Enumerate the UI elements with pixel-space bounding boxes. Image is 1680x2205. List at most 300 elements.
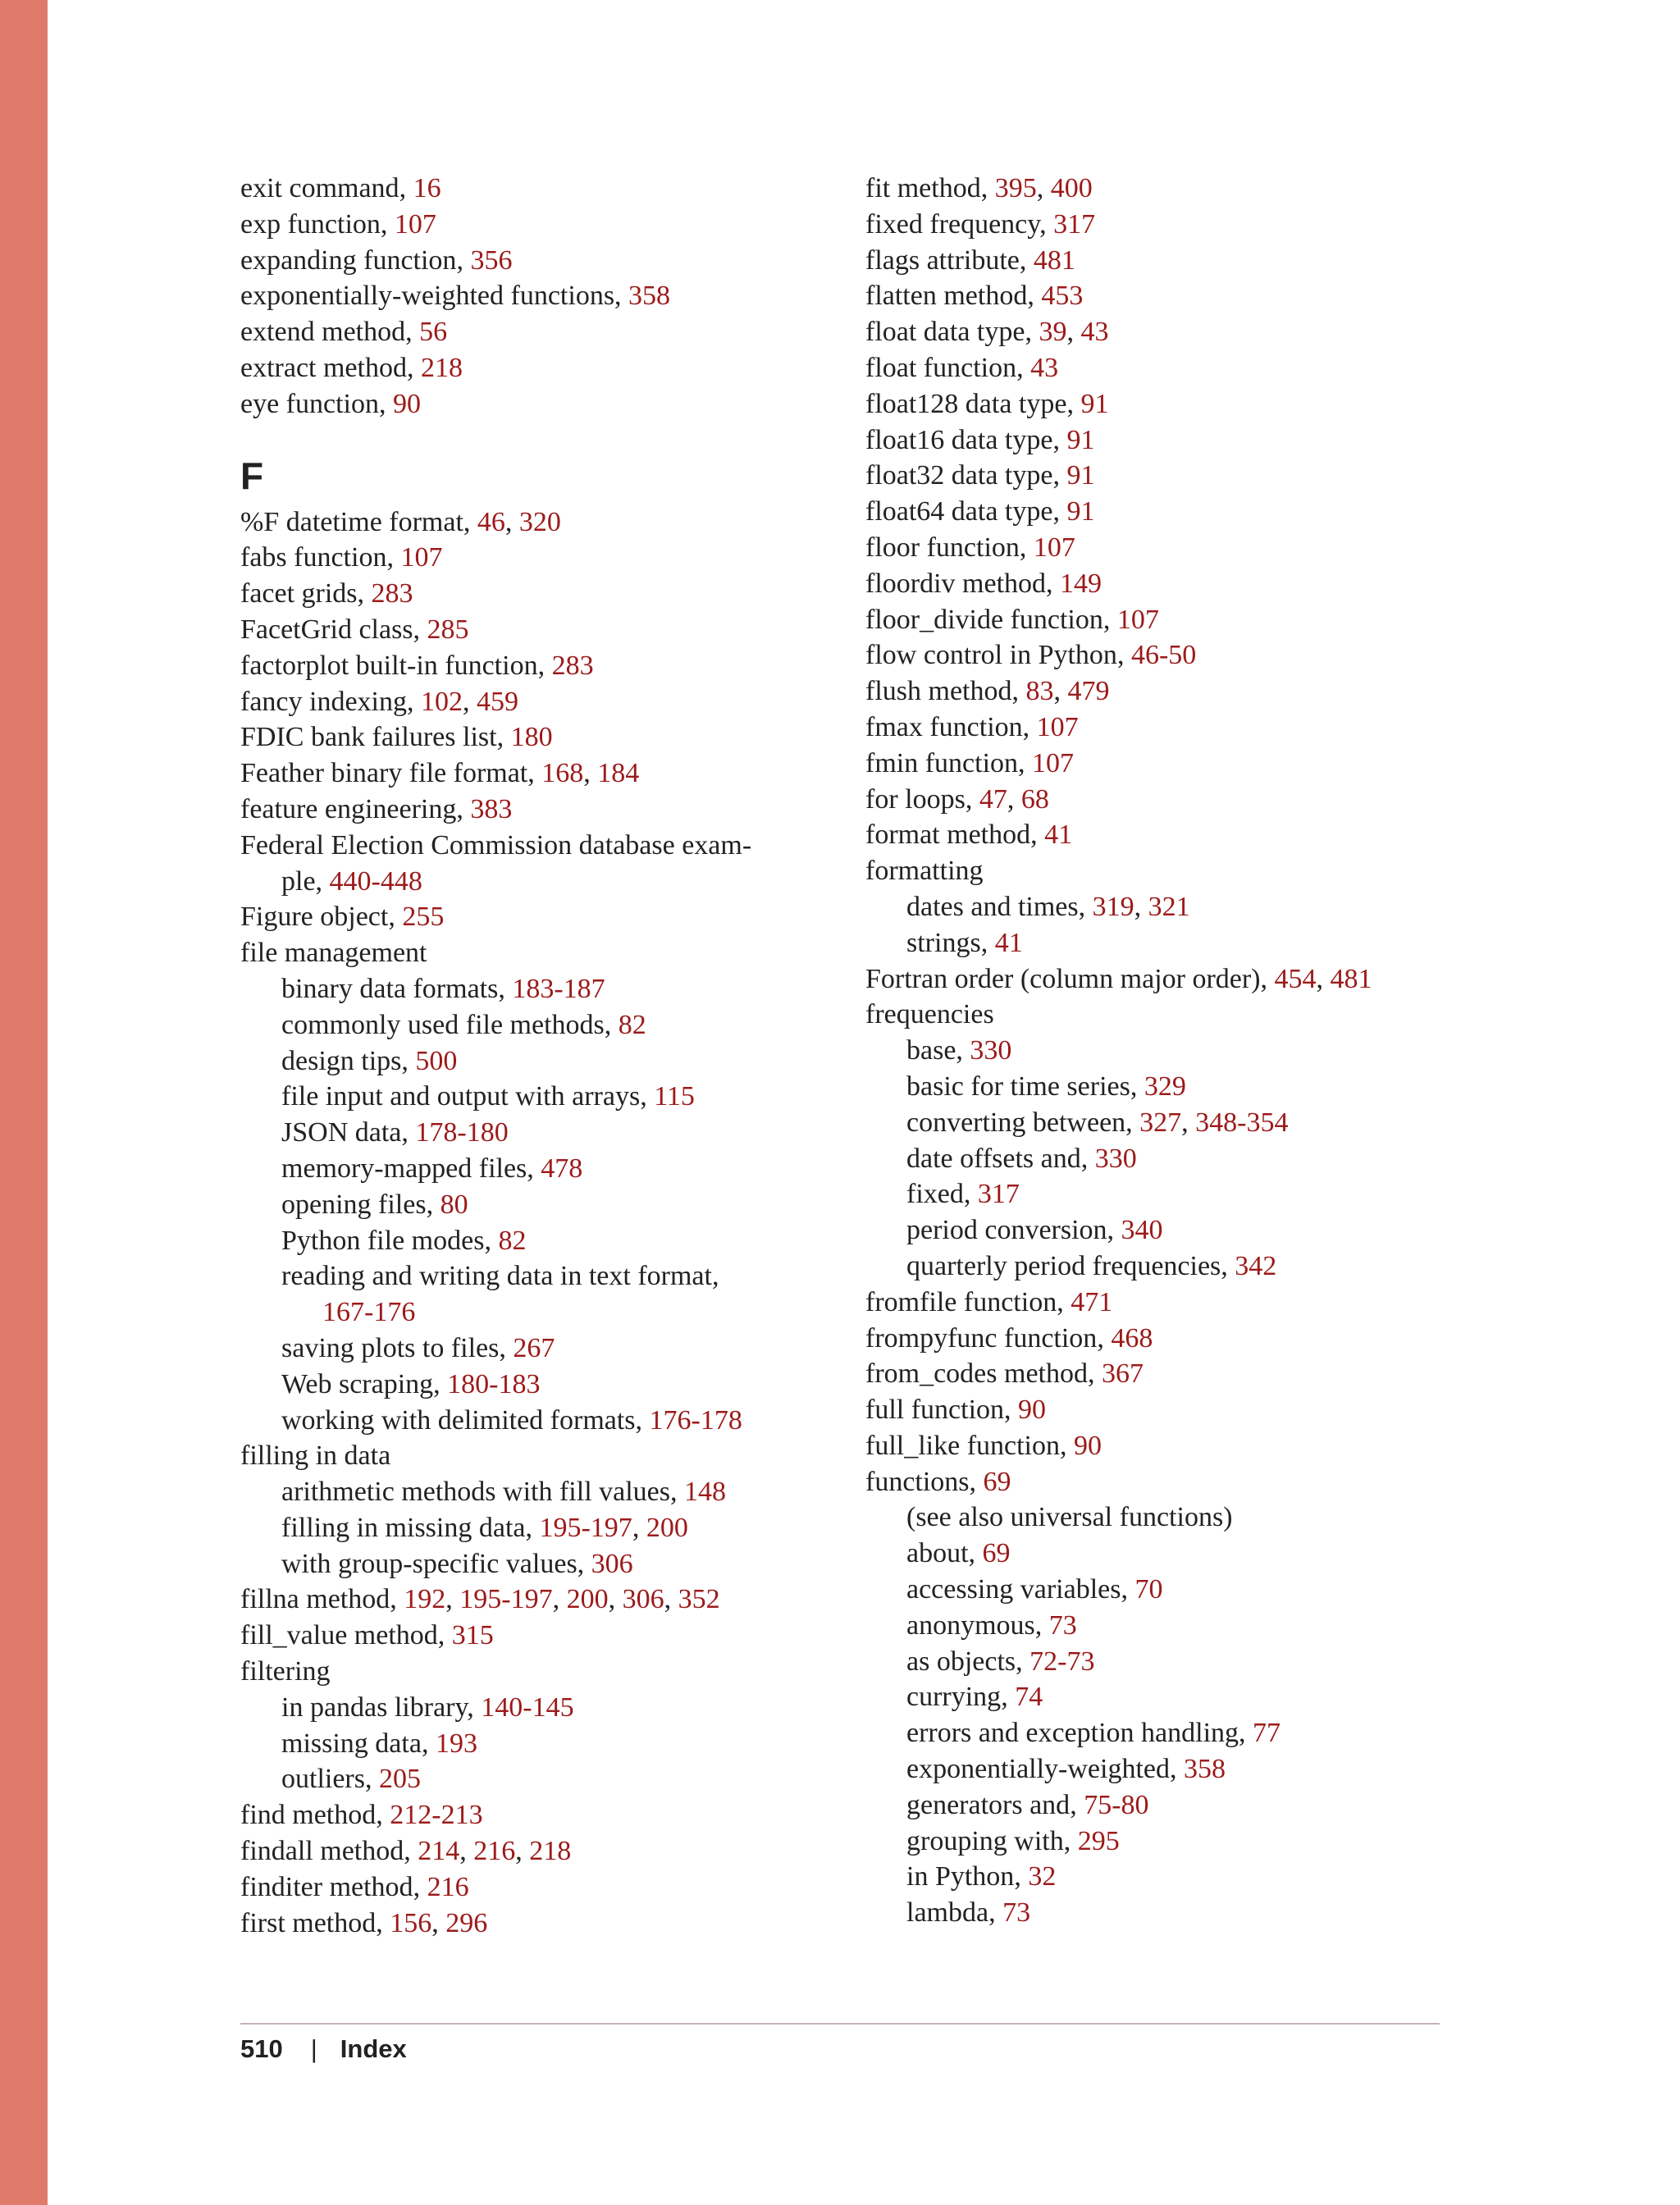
index-entry: fit method, 395, 400 <box>865 173 1093 203</box>
page-reference-link[interactable]: 306 <box>591 1548 633 1579</box>
index-entry: JSON data, 178-180 <box>281 1117 509 1148</box>
page-reference-link[interactable]: 330 <box>970 1035 1012 1066</box>
page-reference-link[interactable]: 454 <box>1274 963 1317 994</box>
entry-term: float64 data type <box>865 496 1053 527</box>
index-entry: floor_divide function, 107 <box>865 604 1159 635</box>
page-reference-link[interactable]: 184 <box>597 758 640 789</box>
entry-term: fill_value method <box>240 1620 438 1651</box>
entry-term: period conversion <box>906 1215 1107 1246</box>
page-reference-link[interactable]: 107 <box>1116 604 1159 635</box>
entry-term: file management <box>240 938 427 969</box>
index-entry: floor function, 107 <box>865 532 1075 563</box>
page-reference-link[interactable]: 41 <box>1044 819 1073 851</box>
index-entry: fixed frequency, 317 <box>865 208 1096 240</box>
entry-term: eye function <box>240 388 379 419</box>
page-reference-link[interactable]: 82 <box>498 1225 527 1256</box>
page-reference-link[interactable]: 43 <box>1080 317 1109 348</box>
entry-term: anonymous <box>906 1609 1035 1641</box>
page-reference-link[interactable]: 90 <box>1018 1395 1047 1426</box>
index-entry: arithmetic methods with fill values, 148 <box>281 1477 727 1508</box>
index-entry: flags attribute, 481 <box>865 244 1075 276</box>
page-edge-bar <box>0 0 48 2205</box>
index-entry: format method, 41 <box>865 819 1073 851</box>
index-column-right <box>865 171 1456 1931</box>
index-entry: flatten method, 453 <box>865 281 1084 312</box>
index-entry: file input and output with arrays, 115 <box>281 1081 695 1112</box>
page-reference-link[interactable]: 459 <box>477 686 518 717</box>
page-reference-link[interactable]: 77 <box>1253 1718 1281 1749</box>
entry-term: extend method <box>240 317 406 348</box>
index-entry: from_codes method, 367 <box>865 1358 1144 1390</box>
page-reference-link[interactable]: 180 <box>510 722 553 753</box>
page-reference-link[interactable]: 319 <box>1092 891 1134 922</box>
entry-term: date offsets and <box>906 1143 1081 1174</box>
entry-term: exponentially-weighted functions <box>240 281 615 312</box>
page-reference-link[interactable]: 216 <box>473 1836 516 1867</box>
index-entry: Figure object, 255 <box>240 902 445 933</box>
page-reference-link[interactable]: 195-197 <box>459 1584 553 1615</box>
page-reference-link[interactable]: 168 <box>541 758 584 789</box>
entry-term: float128 data type <box>865 388 1067 419</box>
page-reference-link[interactable]: 83 <box>1025 676 1054 707</box>
index-entry: functions, 69 <box>865 1466 1011 1497</box>
entry-term: expanding function <box>240 244 457 276</box>
page-reference-link[interactable]: 140-145 <box>481 1691 574 1723</box>
entry-term: fillna method <box>240 1584 390 1615</box>
page-reference-link[interactable]: 212-213 <box>390 1800 483 1831</box>
index-letter-heading: F <box>240 454 264 497</box>
entry-term: design tips <box>281 1045 402 1076</box>
index-entry: fabs function, 107 <box>240 542 443 573</box>
entry-term: Web scraping <box>281 1368 434 1399</box>
entry-term: flush method <box>865 676 1012 707</box>
page-reference-link[interactable]: 395 <box>994 173 1037 203</box>
entry-term: frompyfunc function <box>865 1322 1098 1354</box>
entry-term: in Python <box>906 1861 1015 1892</box>
index-entry: full function, 90 <box>865 1395 1047 1426</box>
entry-term: Feather binary file format <box>240 758 528 789</box>
index-entry: Web scraping, 180-183 <box>281 1368 541 1399</box>
entry-term: working with delimited formats <box>281 1404 636 1436</box>
index-entry: expanding function, 356 <box>240 244 513 276</box>
index-entry: FacetGrid class, 285 <box>240 614 469 645</box>
index-entry: outliers, 205 <box>281 1764 421 1795</box>
index-entry: dates and times, 319, 321 <box>906 891 1190 922</box>
page-reference-link[interactable]: 295 <box>1077 1825 1120 1856</box>
index-entry <box>240 1258 815 1294</box>
entry-term: fromfile function <box>865 1286 1057 1317</box>
index-entry: lambda, 73 <box>906 1897 1031 1929</box>
page-reference-link[interactable]: 90 <box>393 388 421 419</box>
entry-term: converting between <box>906 1107 1126 1138</box>
page-reference-link[interactable]: 348-354 <box>1195 1107 1289 1138</box>
page-reference-link[interactable]: 107 <box>1032 747 1075 778</box>
entry-term: fixed <box>906 1179 964 1210</box>
index-entry: filling in missing data, 195-197, 200 <box>281 1512 688 1543</box>
index-entry: float32 data type, 91 <box>865 460 1095 491</box>
entry-term: formatting <box>865 856 984 887</box>
page-reference-link[interactable]: 267 <box>513 1332 555 1363</box>
entry-term: fixed frequency <box>865 208 1040 240</box>
page-reference-link[interactable]: 91 <box>1066 424 1095 455</box>
entry-term: Figure object <box>240 902 389 933</box>
index-entry: currying, 74 <box>906 1682 1043 1713</box>
entry-term: factorplot built-in function <box>240 650 538 681</box>
index-entry: ple, 440-448 <box>281 865 422 897</box>
index-entry: exponentially-weighted functions, 358 <box>240 281 671 312</box>
entry-term: full_like function <box>865 1430 1061 1461</box>
page-number: 510 <box>240 2034 283 2063</box>
page-reference-link[interactable]: 149 <box>1060 568 1102 599</box>
page-reference-link[interactable]: 356 <box>470 244 513 276</box>
index-entry: in pandas library, 140-145 <box>281 1691 574 1723</box>
page-reference-link[interactable]: 74 <box>1015 1682 1043 1713</box>
page-reference-link[interactable]: 91 <box>1066 460 1095 491</box>
page-reference-link[interactable]: 180-183 <box>447 1368 541 1399</box>
entry-term: floordiv method <box>865 568 1047 599</box>
page-reference-link[interactable]: 16 <box>413 173 441 203</box>
entry-term: Fortran order (column major order) <box>865 963 1261 994</box>
entry-term: as objects <box>906 1646 1016 1677</box>
entry-term: exponentially-weighted <box>906 1754 1171 1785</box>
page-reference-link[interactable]: 46-50 <box>1130 640 1197 671</box>
entry-term: file input and output with arrays <box>281 1081 641 1112</box>
page-reference-link[interactable]: 478 <box>541 1153 583 1184</box>
page-reference-link[interactable]: 69 <box>983 1466 1011 1497</box>
index-entry: period conversion, 340 <box>906 1215 1163 1246</box>
index-entry <box>865 853 1456 889</box>
entry-term: accessing variables <box>906 1574 1121 1605</box>
index-entry: basic for time series, 329 <box>906 1071 1186 1102</box>
page-reference-link[interactable]: 178-180 <box>415 1117 509 1148</box>
page-reference-link[interactable]: 72-73 <box>1029 1646 1095 1677</box>
page-reference-link[interactable]: 148 <box>684 1477 727 1508</box>
page-reference-link[interactable]: 107 <box>1036 711 1079 742</box>
entry-term: float function <box>865 352 1017 383</box>
page-reference-link[interactable]: 214 <box>418 1836 460 1867</box>
index-entry: fixed, 317 <box>906 1179 1020 1210</box>
page-reference-link[interactable]: 383 <box>470 793 513 824</box>
page-reference-link[interactable]: 321 <box>1148 891 1190 922</box>
index-entry: design tips, 500 <box>281 1045 458 1076</box>
entry-term: flatten method <box>865 281 1028 312</box>
index-entry: factorplot built-in function, 283 <box>240 650 594 681</box>
page-reference-link[interactable]: 73 <box>1002 1897 1031 1929</box>
entry-term: base <box>906 1035 956 1066</box>
page-reference-link[interactable]: 46 <box>477 506 505 537</box>
index-entry: anonymous, 73 <box>906 1609 1077 1641</box>
index-entry: opening files, 80 <box>281 1189 468 1220</box>
entry-term: functions <box>865 1466 970 1497</box>
index-entry: floordiv method, 149 <box>865 568 1102 599</box>
entry-term: finditer method <box>240 1871 413 1902</box>
index-entry: extract method, 218 <box>240 352 463 383</box>
entry-term: reading and writing data in text format, <box>281 1261 719 1292</box>
entry-term: frequencies <box>865 999 994 1030</box>
index-entry: with group-specific values, 306 <box>281 1548 633 1579</box>
index-entry: extend method, 56 <box>240 317 448 348</box>
footer-separator: | <box>310 2034 317 2063</box>
index-entry: finditer method, 216 <box>240 1871 469 1902</box>
footer-rule <box>240 2023 1440 2025</box>
entry-term: fabs function <box>240 542 387 573</box>
entry-term: flow control in Python <box>865 640 1117 671</box>
page-reference-link[interactable]: 479 <box>1067 676 1110 707</box>
index-entry: flow control in Python, 46-50 <box>865 640 1197 671</box>
index-entry: Python file modes, 82 <box>281 1225 527 1256</box>
entry-term: %F datetime format <box>240 506 463 537</box>
entry-term: memory-mapped files <box>281 1153 527 1184</box>
index-column-left <box>240 171 815 1941</box>
entry-term: fit method <box>865 173 981 203</box>
entry-term: opening files <box>281 1189 427 1220</box>
page-reference-link[interactable]: 218 <box>529 1836 572 1867</box>
entry-term: FDIC bank failures list <box>240 722 497 753</box>
entry-term: generators and <box>906 1789 1071 1820</box>
page-reference-link[interactable]: 39 <box>1039 317 1067 348</box>
page-reference-link[interactable]: 73 <box>1048 1609 1077 1641</box>
index-entry: fmax function, 107 <box>865 711 1079 742</box>
entry-term: float32 data type <box>865 460 1053 491</box>
page-reference-link[interactable]: 400 <box>1050 173 1093 203</box>
page-reference-link[interactable]: 283 <box>551 650 594 681</box>
index-entry: float16 data type, 91 <box>865 424 1095 455</box>
index-entry <box>865 1500 1456 1536</box>
index-entry: %F datetime format, 46, 320 <box>240 506 561 537</box>
page-reference-link[interactable]: 90 <box>1074 1430 1102 1461</box>
index-entry: exit command, 16 <box>240 173 441 203</box>
entry-term: floor function <box>865 532 1020 563</box>
entry-term: JSON data <box>281 1117 402 1148</box>
index-entry: missing data, 193 <box>281 1728 477 1759</box>
index-entry: base, 330 <box>906 1035 1012 1066</box>
index-entry: float function, 43 <box>865 352 1059 383</box>
entry-term: facet grids <box>240 578 358 609</box>
page-reference-link[interactable]: 82 <box>618 1009 646 1040</box>
index-entry <box>240 1438 815 1474</box>
page-reference-link[interactable]: 330 <box>1094 1143 1137 1174</box>
entry-term: fmax function <box>865 711 1023 742</box>
entry-term: fancy indexing <box>240 686 407 717</box>
entry-term: errors and exception handling <box>906 1718 1239 1749</box>
index-entry: full_like function, 90 <box>865 1430 1102 1461</box>
page-reference-link[interactable]: 56 <box>419 317 448 348</box>
entry-term: currying <box>906 1682 1002 1713</box>
entry-term: floor_divide function <box>865 604 1103 635</box>
page-reference-link[interactable]: 367 <box>1102 1358 1144 1390</box>
entry-term: lambda <box>906 1897 989 1929</box>
index-entry: float data type, 39, 43 <box>865 317 1109 348</box>
page-reference-link[interactable]: 453 <box>1041 281 1084 312</box>
entry-term: full function <box>865 1395 1005 1426</box>
index-entry: frompyfunc function, 468 <box>865 1322 1153 1354</box>
index-entry: feature engineering, 383 <box>240 793 513 824</box>
entry-term: missing data <box>281 1728 422 1759</box>
page-reference-link[interactable]: 285 <box>427 614 469 645</box>
entry-term: format method <box>865 819 1031 851</box>
index-entry: errors and exception handling, 77 <box>906 1718 1281 1749</box>
index-entry: as objects, 72-73 <box>906 1646 1095 1677</box>
page-reference-link[interactable]: 283 <box>371 578 413 609</box>
page-reference-link[interactable]: 216 <box>427 1871 469 1902</box>
index-entry: about, 69 <box>906 1538 1011 1569</box>
entry-term: exit command <box>240 173 399 203</box>
page-reference-link[interactable]: 102 <box>421 686 463 717</box>
entry-term: binary data formats <box>281 973 499 1004</box>
entry-term: filtering <box>240 1656 331 1687</box>
entry-term: Federal Election Commission database exam- <box>240 829 752 861</box>
entry-term: in pandas library <box>281 1691 468 1723</box>
index-entry: fmin function, 107 <box>865 747 1075 778</box>
index-entry: strings, 41 <box>906 927 1023 958</box>
index-entry: exponentially-weighted, 358 <box>906 1754 1226 1785</box>
page-reference-link[interactable]: 315 <box>451 1620 494 1651</box>
index-entry: FDIC bank failures list, 180 <box>240 722 553 753</box>
page-reference-link[interactable]: 500 <box>415 1045 458 1076</box>
index-entry: exp function, 107 <box>240 208 436 240</box>
entry-term: outliers <box>281 1764 365 1795</box>
entry-term: arithmetic methods with fill values <box>281 1477 671 1508</box>
page-reference-link[interactable]: 296 <box>445 1907 488 1938</box>
page-reference-link[interactable]: 200 <box>646 1512 688 1543</box>
index-entry: grouping with, 295 <box>906 1825 1120 1856</box>
page-reference-link[interactable]: 481 <box>1330 963 1372 994</box>
page-reference-link[interactable]: 358 <box>1184 1754 1226 1785</box>
page-reference-link[interactable]: 70 <box>1134 1574 1163 1605</box>
index-entry: find method, 212-213 <box>240 1800 483 1831</box>
page-reference-link[interactable]: 115 <box>654 1081 695 1112</box>
page-reference-link[interactable]: 91 <box>1080 388 1109 419</box>
page-reference-link[interactable]: 327 <box>1139 1107 1182 1138</box>
page-footer <box>240 2034 407 2064</box>
page-reference-link[interactable]: 47 <box>979 783 1007 815</box>
index-entry: fill_value method, 315 <box>240 1620 494 1651</box>
page-reference-link[interactable]: 340 <box>1121 1215 1163 1246</box>
entry-term: (see also universal functions) <box>906 1502 1233 1533</box>
entry-term: first method <box>240 1907 377 1938</box>
index-entry: converting between, 327, 348-354 <box>906 1107 1289 1138</box>
page-reference-link[interactable]: 167-176 <box>322 1297 416 1328</box>
entry-term: float data type <box>865 317 1025 348</box>
page-reference-link[interactable]: 352 <box>678 1584 720 1615</box>
index-entry: commonly used file methods, 82 <box>281 1009 646 1040</box>
page-reference-link[interactable]: 75-80 <box>1084 1789 1149 1820</box>
entry-term: ple <box>281 865 316 897</box>
index-entry: working with delimited formats, 176-178 <box>281 1404 742 1436</box>
index-entry: in Python, 32 <box>906 1861 1057 1892</box>
page-reference-link[interactable]: 342 <box>1235 1250 1277 1281</box>
page-reference-link[interactable]: 358 <box>628 281 671 312</box>
entry-term: flags attribute <box>865 244 1020 276</box>
entry-term: filling in missing data <box>281 1512 526 1543</box>
entry-term: saving plots to files <box>281 1332 500 1363</box>
index-entry <box>240 935 815 971</box>
page-reference-link[interactable]: 41 <box>994 927 1023 958</box>
page-reference-link[interactable]: 317 <box>977 1179 1020 1210</box>
entry-term: float16 data type <box>865 424 1053 455</box>
page-reference-link[interactable]: 255 <box>402 902 445 933</box>
entry-term: filling in data <box>240 1440 391 1472</box>
page-reference-link[interactable]: 193 <box>435 1728 477 1759</box>
page-reference-link[interactable]: 192 <box>404 1584 446 1615</box>
index-entry <box>865 997 1456 1033</box>
entry-term: findall method <box>240 1836 404 1867</box>
page-reference-link[interactable]: 69 <box>982 1538 1011 1569</box>
entry-term: commonly used file methods <box>281 1009 605 1040</box>
page-reference-link[interactable]: 306 <box>622 1584 664 1615</box>
page-reference-link[interactable]: 329 <box>1144 1071 1186 1102</box>
page-reference-link[interactable]: 218 <box>420 352 463 383</box>
page-reference-link[interactable]: 107 <box>400 542 443 573</box>
index-entry: quarterly period frequencies, 342 <box>906 1250 1277 1281</box>
index-entry: eye function, 90 <box>240 388 421 419</box>
index-entry: facet grids, 283 <box>240 578 413 609</box>
entry-term: find method <box>240 1800 377 1831</box>
page-reference-link[interactable]: 317 <box>1053 208 1096 240</box>
page-reference-link[interactable]: 107 <box>394 208 436 240</box>
index-entry: flush method, 83, 479 <box>865 676 1110 707</box>
index-entry: fillna method, 192, 195-197, 200, 306, 352 <box>240 1584 720 1615</box>
page-reference-link[interactable]: 481 <box>1033 244 1075 276</box>
entry-term: Python file modes <box>281 1225 485 1256</box>
index-entry: Fortran order (column major order), 454, 481 <box>865 963 1372 994</box>
section-name: Index <box>340 2034 407 2063</box>
index-entry: memory-mapped files, 478 <box>281 1153 583 1184</box>
page-reference-link[interactable]: 68 <box>1020 783 1049 815</box>
page-reference-link[interactable]: 205 <box>378 1764 421 1795</box>
index-entry: first method, 156, 296 <box>240 1907 488 1938</box>
page-reference-link[interactable]: 32 <box>1028 1861 1057 1892</box>
entry-term: strings <box>906 927 981 958</box>
entry-term: from_codes method <box>865 1358 1088 1390</box>
page-reference-link[interactable]: 200 <box>566 1584 609 1615</box>
entry-term: extract method <box>240 352 407 383</box>
index-entry: float64 data type, 91 <box>865 496 1095 527</box>
index-entry <box>240 1294 815 1331</box>
page-reference-link[interactable]: 43 <box>1030 352 1059 383</box>
index-entry: saving plots to files, 267 <box>281 1332 555 1363</box>
entry-term: feature engineering <box>240 793 457 824</box>
index-entry: findall method, 214, 216, 218 <box>240 1836 572 1867</box>
entry-term: exp function <box>240 208 381 240</box>
page-reference-link[interactable]: 107 <box>1033 532 1075 563</box>
index-entry <box>240 1654 815 1690</box>
index-entry: fancy indexing, 102, 459 <box>240 686 518 717</box>
page-reference-link[interactable]: 468 <box>1111 1322 1153 1354</box>
entry-term: grouping with <box>906 1825 1064 1856</box>
page-reference-link[interactable]: 176-178 <box>649 1404 742 1436</box>
page-reference-link[interactable]: 80 <box>440 1189 468 1220</box>
index-entry: float128 data type, 91 <box>865 388 1109 419</box>
index-entry: binary data formats, 183-187 <box>281 973 605 1004</box>
page-reference-link[interactable]: 440-448 <box>329 865 422 897</box>
page-reference-link[interactable]: 471 <box>1071 1286 1113 1317</box>
index-entry: date offsets and, 330 <box>906 1143 1137 1174</box>
page-reference-link[interactable]: 156 <box>390 1907 432 1938</box>
entry-term: basic for time series <box>906 1071 1130 1102</box>
index-entry: for loops, 47, 68 <box>865 783 1049 815</box>
page-reference-link[interactable]: 91 <box>1066 496 1095 527</box>
index-entry: Feather binary file format, 168, 184 <box>240 758 640 789</box>
index-entry <box>240 828 815 864</box>
index-entry: fromfile function, 471 <box>865 1286 1113 1317</box>
page-reference-link[interactable]: 195-197 <box>539 1512 632 1543</box>
page-reference-link[interactable]: 183-187 <box>512 973 605 1004</box>
entry-term: quarterly period frequencies <box>906 1250 1221 1281</box>
index-entry: accessing variables, 70 <box>906 1574 1163 1605</box>
index-entry: generators and, 75-80 <box>906 1789 1149 1820</box>
page-reference-link[interactable]: 320 <box>518 506 561 537</box>
